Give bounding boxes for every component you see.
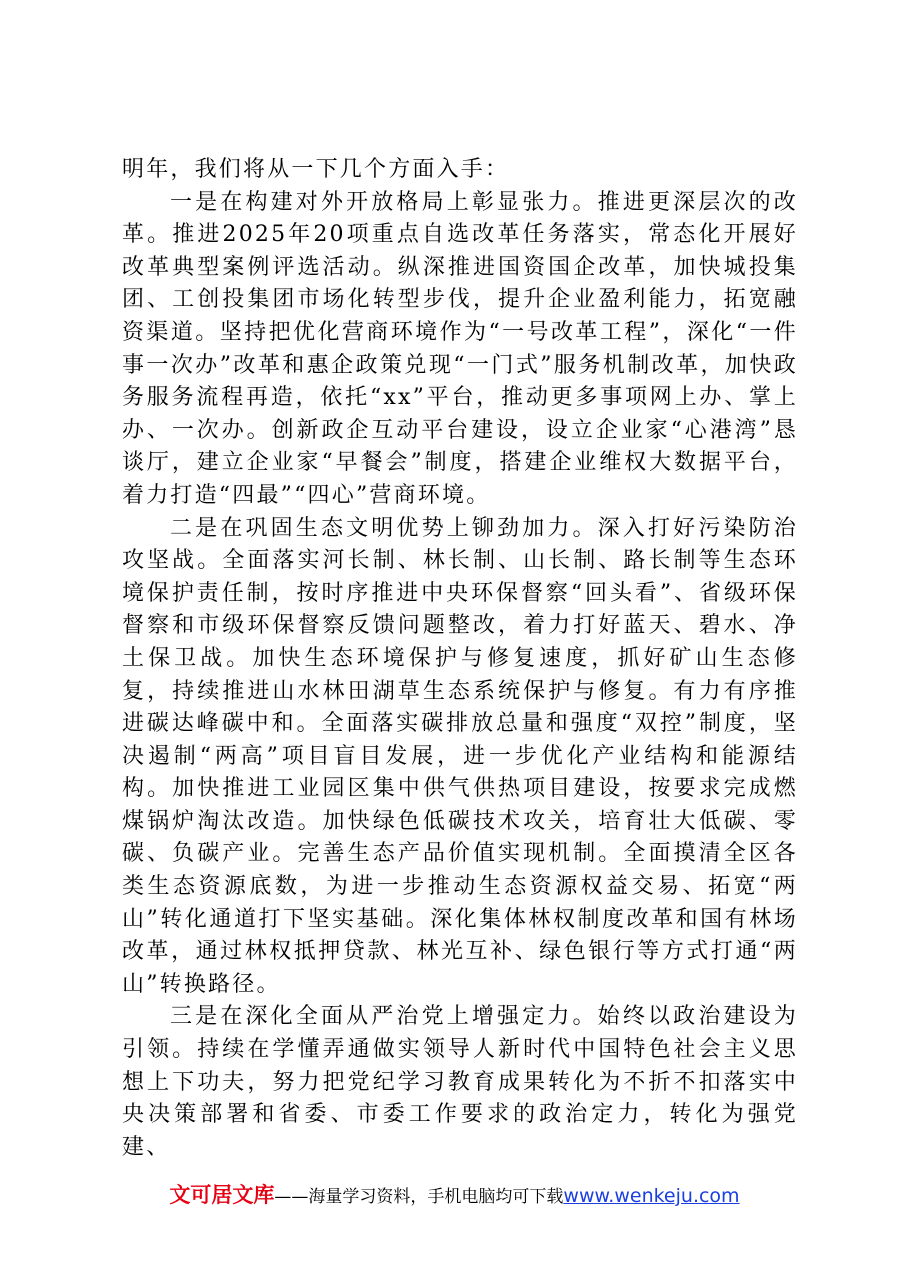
- footer-url-link[interactable]: www.wenkeju.com: [563, 1185, 740, 1207]
- intro-paragraph: 明年，我们将从一下几个方面入手：: [122, 157, 510, 182]
- footer-brand: 文可居文库: [169, 1183, 275, 1207]
- footer-slogan: ——海量学习资料，手机电脑均可下载: [274, 1187, 564, 1207]
- paragraph-opening-up: 一是在构建对外开放格局上彰显张力。推进更深层次的改革。推进2025年20项重点自选改革任务落实，常态化开展好改革典型案例评选活动。纵深推进国资国企改革，加快城投集团、工创投集团市场化转型步伐，提升企业盈利能力，拓宽融资渠道。坚持把优化营商环境作为“一号改革工程”，深化“一件事一次办”改革和惠企政策兑现“一门式”服务机制改革，加快政务服务流程再造，依托“xx”平台，推动更多事项网上办、掌上办、一次办。创新政企互动平台建设，设立企业家“心港湾”恳谈厅，建立企业家“早餐会”制度，搭建企业维权大数据平台，着力打造“四最”“四心”营商环境。: [122, 189, 798, 508]
- paragraph-ecology: 二是在巩固生态文明优势上铆劲加力。深入打好污染防治攻坚战。全面落实河长制、林长制、山长制、路长制等生态环境保护责任制，按时序推进中央环保督察“回头看”、省级环保督察和市级环保督察反馈问题整改，着力打好蓝天、碧水、净土保卫战。加快生态环境保护与修复速度，抓好矿山生态修复，持续推进山水林田湖草生态系统保护与修复。有力有序推进碳达峰碳中和。全面落实碳排放总量和强度“双控”制度，坚决遏制“两高”项目盲目发展，进一步优化产业结构和能源结构。加快推进工业园区集中供气供热项目建设，按要求完成燃煤锅炉淘汰改造。加快绿色低碳技术攻关，培育壮大低碳、零碳、负碳产业。完善生态产品价值实现机制。全面摸清全区各类生态资源底数，为进一步推动生态资源权益交易、拓宽“两山”转化通道打下坚实基础。深化集体林权制度改革和国有林场改革，通过林权抵押贷款、林光互补、绿色银行等方式打通“两山”转换路径。: [122, 515, 798, 997]
- footer-banner: [0, 1180, 909, 1212]
- document-body: [122, 154, 798, 1164]
- paragraph-party-governance: 三是在深化全面从严治党上增强定力。始终以政治建设为引领。持续在学懂弄通做实领导人新时代中国特色社会主义思想上下功夫，努力把党纪学习教育成果转化为不折不扣落实中央决策部署和省委、市委工作要求的政治定力，转化为强党建、: [122, 1004, 798, 1160]
